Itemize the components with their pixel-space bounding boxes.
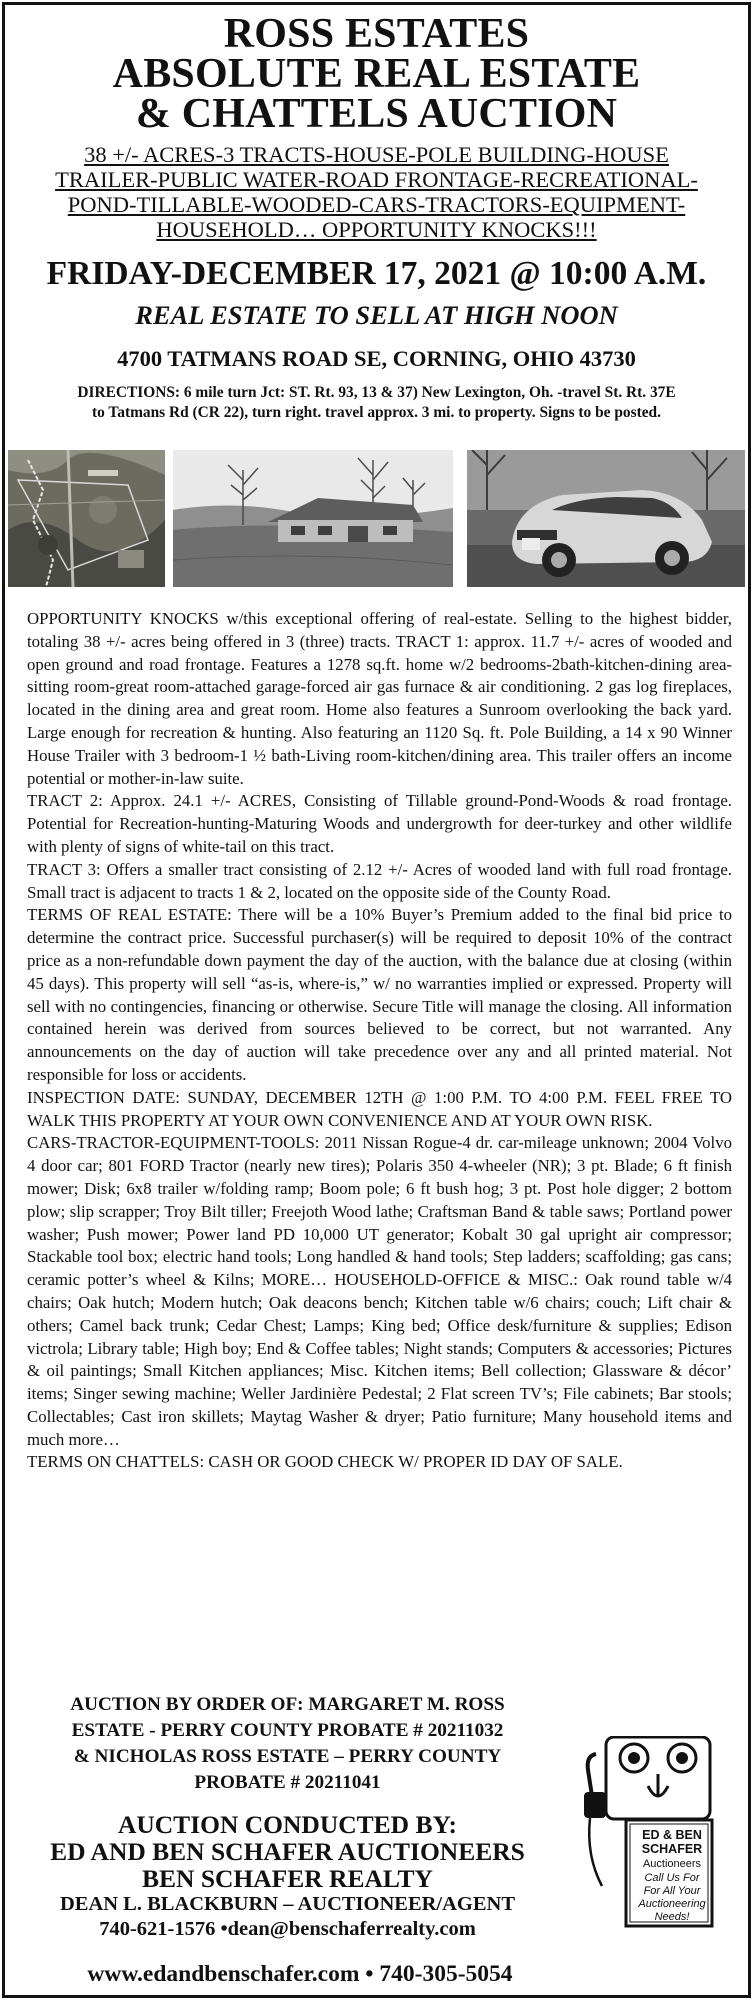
sign-line-5: For All Your [643, 1885, 701, 1897]
directions-line-2: to Tatmans Rd (CR 22), turn right. travel approx. 3 mi. to property. Signs to be posted. [92, 404, 661, 421]
title-line-3: & CHATTELS AUCTION [135, 91, 618, 137]
auction-flyer [2, 2, 751, 1998]
auctioneer-info [5, 1811, 570, 1942]
sign-line-3: Auctioneers [642, 1858, 702, 1870]
tract-3-paragraph: TRACT 3: Offers a smaller tract consisting of 2.12 +/- Acres of wooded land with full road frontage. Small tract is adjacent to tracts 1 & 2, located on the opposite side of the County Road. [27, 859, 732, 902]
house-photo [173, 450, 453, 587]
directions-line-1: DIRECTIONS: 6 mile turn Jct: ST. Rt. 93, 13 & 37) New Lexington, Oh. -travel St. Rt. 37E [77, 384, 676, 401]
property-summary [5, 142, 748, 242]
order-line-3: & NICHOLAS ROSS ESTATE – PERRY COUNTY [73, 1746, 502, 1767]
conducted-by-heading: AUCTION CONDUCTED BY: [117, 1810, 458, 1839]
summary-line-4: HOUSEHOLD… OPPORTUNITY KNOCKS!!! [156, 217, 597, 242]
order-line-1: AUCTION BY ORDER OF: MARGARET M. ROSS [70, 1694, 505, 1715]
summary-line-3: POND-TILLABLE-WOODED-CARS-TRACTORS-EQUIPMENT- [67, 192, 686, 217]
car-photo [467, 450, 745, 587]
auctioneer-company: ED AND BEN SCHAFER AUCTIONEERS [50, 1837, 525, 1866]
sign-line-2: SCHAFER [641, 1842, 703, 1856]
auction-description [27, 608, 732, 1474]
real-estate-terms-paragraph: TERMS OF REAL ESTATE: There will be a 10% Buyer’s Premium added to the final bid price to determine the contract price. Successful purchaser(s) will be required to deposit 10% of the contract price as a non-refundable down payment the day of the auction, with the balance due at closing (within 45 days). This property will sell “as-is, where-is,” w/ no warranties implied or expressed. Property will sell with no contingencies, financing or otherwise. Secure Title will manage the closing. All information contained herein was derived from sources believed to be correct, but not warranted. Any announcements on the day of auction will take precedence over any and all printed material. Not responsible for loss or accidents. [27, 905, 732, 1084]
title-line-1: ROSS ESTATES [223, 11, 530, 57]
tract-1-paragraph: OPPORTUNITY KNOCKS w/this exceptional offering of real-estate. Selling to the highest bidder, totaling 38 +/- acres being offered in 3 (three) tracts. TRACT 1: approx. 11.7 +/- acres of wooded and open ground and road frontage. Features a 1278 sq.ft. home w/2 bedrooms-2bath-kitchen-dining area-sitting room-great room-attached garage-forced air gas furnace & air conditioning. 2 gas log fireplaces, located in the dining area and great room. Home also features a Sunroom overlooking the back yard. Large enough for recreation & hunting. Also featuring an 1120 Sq. ft. Pole Building, a 14 x 90 Winner House Trailer with 3 bedroom-1 ½ bath-Living room-kitchen/dining area. This trailer offers an income potential or mother-in-law suite. [27, 609, 732, 788]
summary-line-2: TRAILER-PUBLIC WATER-ROAD FRONTAGE-RECREATIONAL- [55, 167, 698, 192]
sign-line-7: Needs! [654, 1911, 690, 1923]
aerial-map-photo [8, 450, 165, 587]
auction-date: FRIDAY-DECEMBER 17, 2021 @ 10:00 A.M. [46, 255, 707, 292]
sign-line-1: ED & BEN [642, 1828, 702, 1842]
sign-line-4: Call Us For [644, 1872, 700, 1884]
summary-line-1: 38 +/- ACRES-3 TRACTS-HOUSE-POLE BUILDING-HOUSE [84, 142, 669, 167]
inspection-paragraph: INSPECTION DATE: SUNDAY, DECEMBER 12TH @ 1:00 P.M. TO 4:00 P.M. FEEL FREE TO WALK THIS PROPERTY AT YOUR OWN CONVENIENCE AND AT YOUR OWN RISK. [27, 1087, 732, 1130]
tract-2-paragraph: TRACT 2: Approx. 24.1 +/- ACRES, Consisting of Tillable ground-Pond-Woods & road frontage. Potential for Recreation-hunting-Maturing Woods and undergrowth for deer-turkey and other wildlife with plenty of signs of white-tail on this tract. [27, 791, 732, 856]
photo-strip [5, 450, 748, 587]
chattels-list-paragraph: CARS-TRACTOR-EQUIPMENT-TOOLS: 2011 Nissan Rogue-4 dr. car-mileage unknown; 2004 Volvo 4 door car; 801 FORD Tractor (nearly new tires); Polaris 350 4-wheeler (NR); 3 pt. Blade; 6 ft finish mower; Disk; 6x8 trailer w/folding ramp; Boom pole; 6 ft bush hog; 3 pt. Post hole digger; 2 bottom plow; slip scrapper; Troy Bilt tiller; Freejoth Wood lathe; Craftsman Band & table saws; Portland power washer; Push mower; Power land PD 10,000 UT generator; Kobalt 30 gal upright air compressor; Stackable tool box; electric hand tools; Long handled & hand tools; Step ladders; scaffolding; gas cans; ceramic potter’s wheel & Kilns; MORE… HOUSEHOLD-OFFICE & MISC.: Oak round table w/4 chairs; Oak hutch; Modern hutch; Oak deacons bench; Kitchen table w/6 chairs; couch; Lift chair & others; Camel back trunk; Cedar Chest; Lamps; King bed; Office desk/furniture & supplies; Edison victrola; Library table; High boy; End & Coffee tables; Night stands; Computers & accessories; Pictures & oil paintings; Small Kitchen appliances; Misc. Kitchen items; Bell collection; Glassware & décor’ items; Singer sewing machine; Weller Jardinière Pedestal; 2 Flat screen TV’s; File cabinets; Bar stools; Collectables; Cast iron skillets; Maytag Washer & dryer; Patio furniture; Many household items and much more… [27, 1133, 732, 1449]
website-and-phone: www.edandbenschafer.com • 740-305-5054 [87, 1961, 513, 1987]
title-line-2: ABSOLUTE REAL ESTATE [112, 51, 641, 97]
auction-by-order-of [5, 1692, 570, 1796]
agent-contact: 740-621-1576 •dean@benschaferrealty.com [99, 1918, 476, 1940]
realty-company: BEN SCHAFER REALTY [142, 1864, 433, 1893]
chattel-terms-paragraph: TERMS ON CHATTELS: CASH OR GOOD CHECK W/ PROPER ID DAY OF SALE. [27, 1452, 623, 1472]
order-line-4: PROBATE # 20211041 [194, 1772, 381, 1793]
sign-line-6: Auctioneering [638, 1898, 706, 1910]
auctioneer-agent: DEAN L. BLACKBURN – AUCTIONEER/AGENT [59, 1893, 516, 1915]
directions [5, 383, 748, 423]
real-estate-sale-time: REAL ESTATE TO SELL AT HIGH NOON [135, 300, 618, 330]
order-line-2: ESTATE - PERRY COUNTY PROBATE # 20211032 [71, 1720, 504, 1741]
property-address: 4700 TATMANS ROAD SE, CORNING, OHIO 43730 [117, 346, 636, 371]
